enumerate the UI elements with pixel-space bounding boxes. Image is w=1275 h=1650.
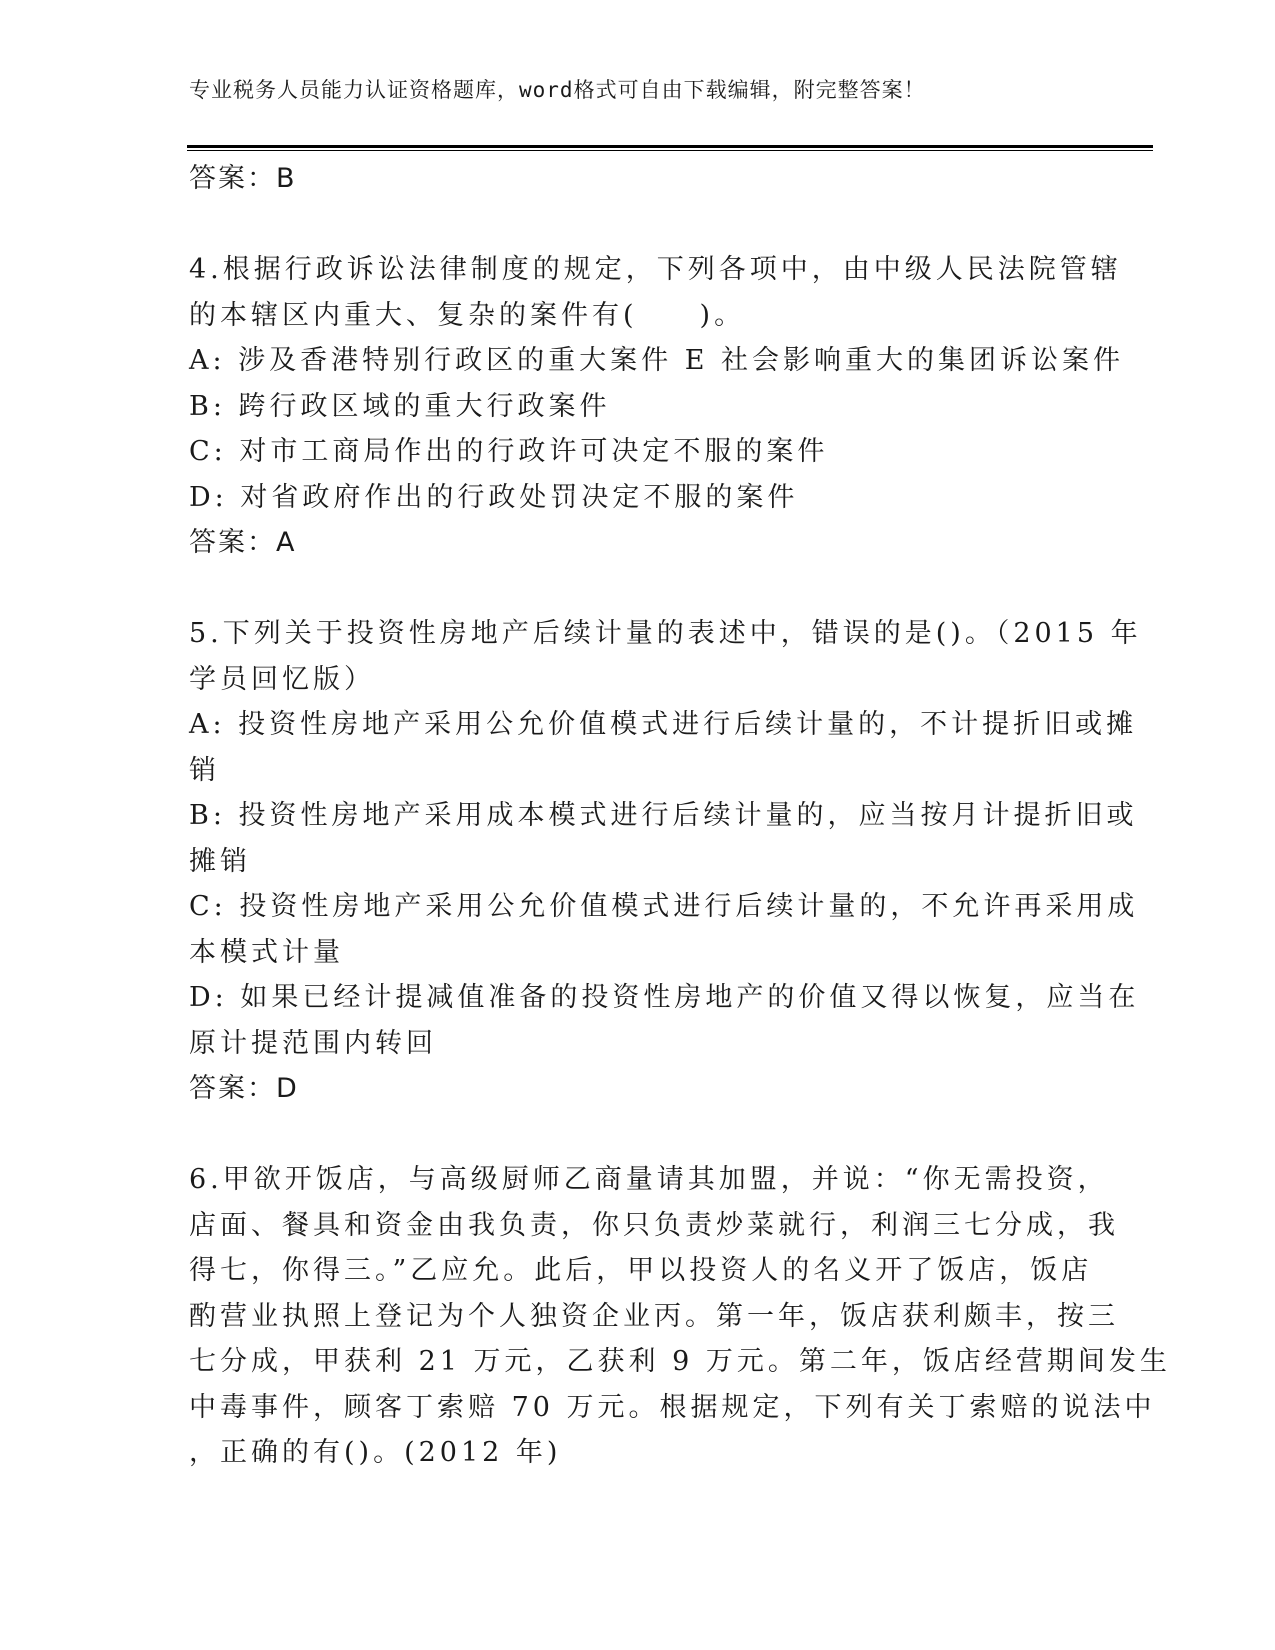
question-5-option-d-cont: 原计提范围内转回 bbox=[189, 1027, 437, 1059]
answer-line: 答案：D bbox=[189, 1073, 299, 1104]
header-rule-thin bbox=[187, 150, 1153, 151]
question-4-option-a: A: 涉及香港特别行政区的重大案件 E 社会影响重大的集团诉讼案件 bbox=[189, 345, 1125, 376]
page-header: 专业税务人员能力认证资格题库，word格式可自由下载编辑，附完整答案！ bbox=[189, 78, 926, 102]
paragraph-gap bbox=[189, 1112, 1089, 1158]
question-5-option-c: C: 投资性房地产采用公允价值模式进行后续计量的，不允许再采用成 bbox=[189, 891, 1139, 922]
question-5-option-a: A: 投资性房地产采用公允价值模式进行后续计量的，不计提折旧或摊 bbox=[189, 709, 1138, 740]
question-5-option-b-cont: 摊销 bbox=[189, 845, 251, 877]
question-6-stem-cont: ，正确的有()。(2012 年) bbox=[189, 1437, 562, 1468]
document-body bbox=[189, 156, 1171, 1476]
question-5-option-b: B: 投资性房地产采用成本模式进行后续计量的，应当按月计提折旧或 bbox=[189, 800, 1138, 831]
question-4-stem-cont: 的本辖区内重大、复杂的案件有( )。 bbox=[189, 299, 746, 331]
question-6-stem-cont: 中毒事件，顾客丁索赔 70 万元。根据规定，下列有关丁索赔的说法中 bbox=[189, 1391, 1156, 1423]
question-4-option-c: C: 对市工商局作出的行政许可决定不服的案件 bbox=[189, 436, 829, 467]
paragraph-gap bbox=[189, 202, 1089, 248]
question-6-stem: 6.甲欲开饭店，与高级厨师乙商量请其加盟，并说：“你无需投资， bbox=[189, 1164, 1109, 1195]
question-4-option-b: B: 跨行政区域的重大行政案件 bbox=[189, 390, 611, 422]
header-rule-thick bbox=[187, 145, 1153, 148]
question-6-stem-cont: 得七，你得三。”乙应允。此后，甲以投资人的名义开了饭店，饭店 bbox=[189, 1255, 1093, 1286]
question-5-stem-cont: 学员回忆版） bbox=[189, 663, 375, 695]
question-5-option-d: D: 如果已经计提减值准备的投资性房地产的价值又得以恢复，应当在 bbox=[189, 982, 1140, 1013]
answer-line: 答案：A bbox=[189, 527, 297, 558]
question-4-stem: 4.根据行政诉讼法律制度的规定，下列各项中，由中级人民法院管辖 bbox=[189, 254, 1122, 285]
paragraph-gap bbox=[189, 566, 1089, 612]
answer-line: 答案：B bbox=[189, 163, 297, 194]
question-5-stem: 5.下列关于投资性房地产后续计量的表述中，错误的是()。（2015 年 bbox=[189, 618, 1142, 649]
question-6-stem-cont: 酌营业执照上登记为个人独资企业丙。第一年，饭店获利颇丰，按三 bbox=[189, 1300, 1119, 1332]
question-5-option-a-cont: 销 bbox=[189, 754, 220, 786]
question-5-option-c-cont: 本模式计量 bbox=[189, 936, 344, 968]
question-4-option-d: D: 对省政府作出的行政处罚决定不服的案件 bbox=[189, 481, 799, 513]
question-6-stem-cont: 店面、餐具和资金由我负责，你只负责炒菜就行，利润三七分成，我 bbox=[189, 1209, 1119, 1241]
question-6-stem-cont: 七分成，甲获利 21 万元，乙获利 9 万元。第二年，饭店经营期间发生 bbox=[189, 1346, 1171, 1377]
